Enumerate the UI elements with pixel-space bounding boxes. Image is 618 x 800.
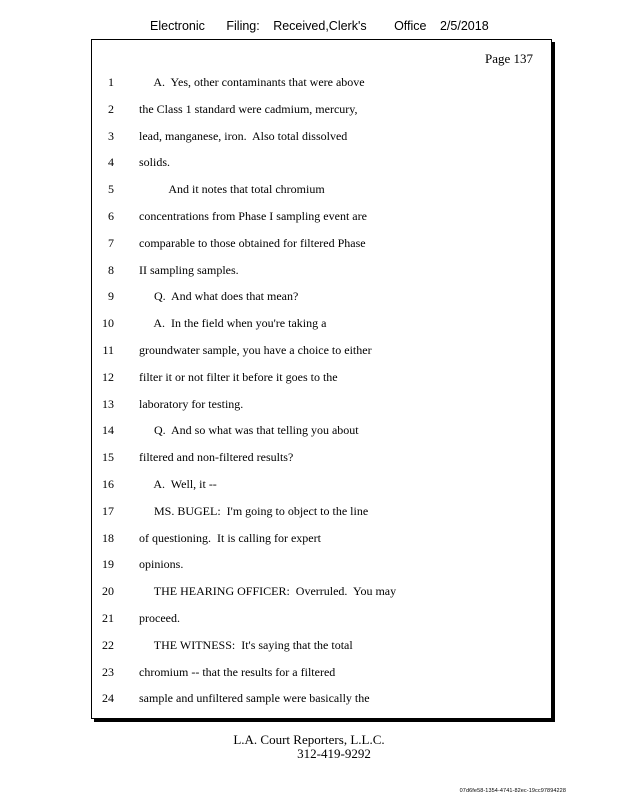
footer-company: L.A. Court Reporters, L.L.C.	[233, 732, 385, 747]
line-number: 6	[108, 209, 114, 223]
line-text: laboratory for testing.	[139, 396, 244, 411]
line-text: comparable to those obtained for filtered Phase	[139, 235, 366, 250]
line-text: solids.	[139, 155, 171, 170]
line-number: 23	[102, 664, 114, 679]
line-number: 10	[102, 316, 114, 331]
line-number: 2	[108, 101, 114, 116]
line-number: 1	[108, 75, 114, 89]
line-text: sample and unfiltered sample were basically the	[139, 691, 370, 706]
line-text: of questioning. It is calling for expert	[139, 530, 321, 545]
line-text: lead, manganese, iron. Also total dissolved	[139, 128, 348, 143]
line-number: 13	[102, 396, 114, 411]
filing-header-received: Received,Clerk's	[273, 19, 367, 33]
line-text: Q. And so what was that telling you about	[139, 423, 359, 438]
filing-header-office: Office	[394, 19, 427, 33]
line-text: Q. And what does that mean?	[139, 289, 299, 304]
line-number: 17	[102, 503, 114, 518]
line-number: 12	[102, 369, 114, 384]
line-number: 9	[108, 289, 114, 304]
line-number: 4	[108, 155, 114, 170]
line-text: A. Well, it --	[139, 477, 217, 491]
line-number: 16	[102, 477, 114, 491]
line-text: THE WITNESS: It's saying that the total	[139, 637, 353, 652]
footer-phone: 312-419-9292	[297, 746, 371, 761]
line-number: 20	[102, 584, 114, 599]
filing-header	[150, 19, 489, 33]
line-number: 19	[102, 557, 114, 572]
page-number: Page 137	[484, 51, 533, 66]
line-text: filter it or not filter it before it goes to the	[139, 369, 338, 384]
line-number: 14	[102, 423, 114, 438]
line-text: the Class 1 standard were cadmium, mercury,	[139, 101, 358, 116]
line-number: 15	[102, 450, 114, 465]
filing-header-electronic: Electronic	[150, 19, 205, 33]
line-text: And it notes that total chromium	[139, 182, 325, 197]
line-number: 3	[108, 128, 114, 143]
line-text: II sampling samples.	[139, 262, 239, 277]
line-text: groundwater sample, you have a choice to either	[139, 343, 372, 357]
line-number: 11	[102, 343, 114, 357]
line-number: 22	[102, 637, 114, 652]
line-text: chromium -- that the results for a filtered	[139, 664, 336, 679]
line-text: A. Yes, other contaminants that were above	[139, 75, 365, 89]
filing-header-filing: Filing:	[226, 19, 260, 33]
line-number: 18	[102, 530, 114, 545]
filing-header-date: 2/5/2018	[439, 19, 489, 33]
line-text: proceed.	[139, 611, 180, 625]
line-number: 24	[102, 691, 114, 706]
line-text: filtered and non-filtered results?	[139, 450, 294, 465]
line-number: 21	[102, 611, 114, 625]
footer	[0, 733, 618, 761]
line-text: concentrations from Phase I sampling event are	[139, 209, 367, 223]
transcript-page	[91, 39, 552, 719]
line-text: A. In the field when you're taking a	[139, 316, 327, 331]
document-id: 07d6fe58-1354-4741-82ec-19cc97894228	[459, 788, 566, 794]
line-number: 5	[108, 182, 114, 197]
line-text: opinions.	[139, 557, 184, 572]
line-text: MS. BUGEL: I'm going to object to the line	[139, 503, 369, 518]
line-text: THE HEARING OFFICER: Overruled. You may	[139, 584, 397, 599]
line-number: 8	[108, 262, 114, 277]
line-number: 7	[108, 235, 114, 250]
